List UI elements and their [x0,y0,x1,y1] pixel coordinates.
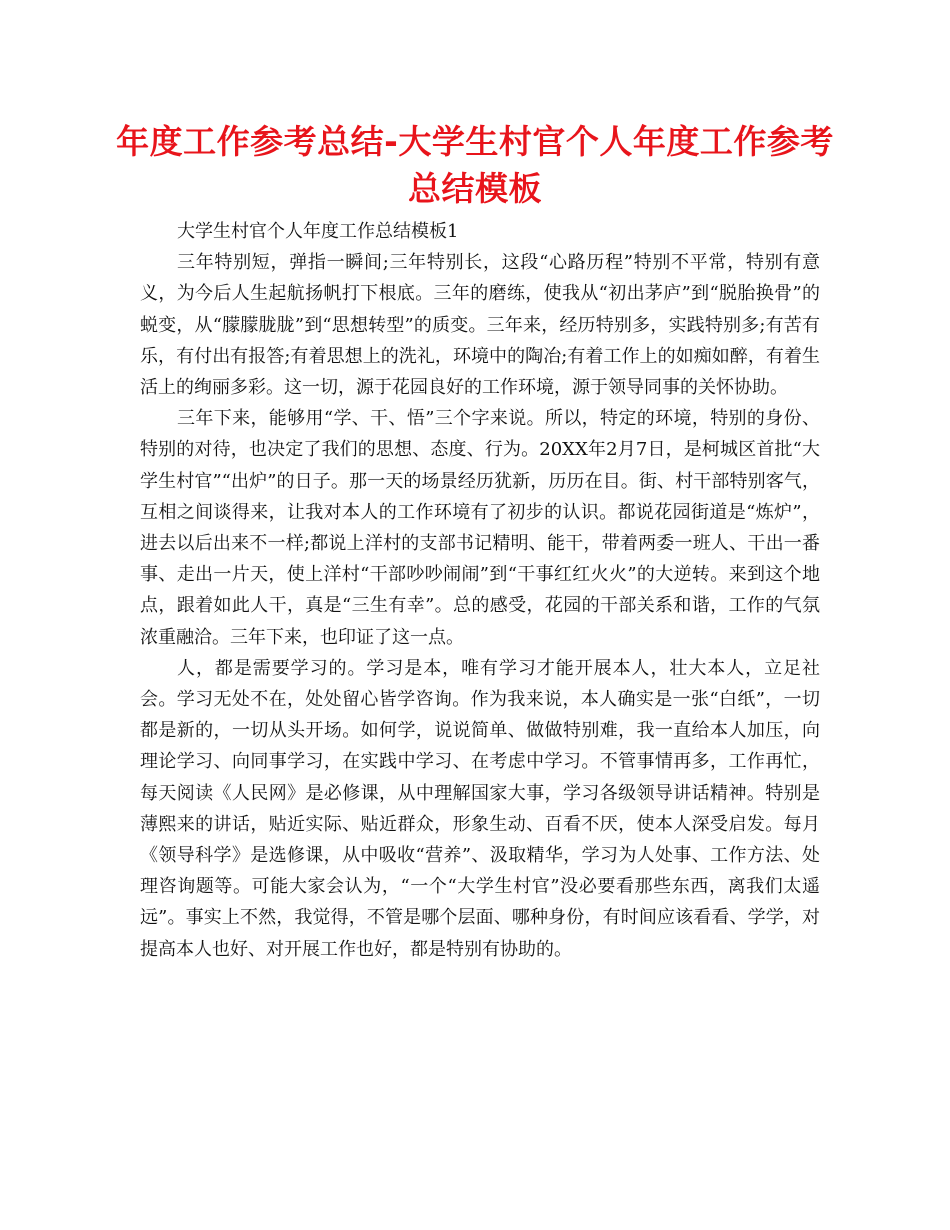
paragraph-1: 三年特别短，弹指一瞬间;三年特别长，这段“心路历程”特别不平常，特别有意义，为今后人生起航扬帆打下根底。三年的磨练，使我从“初出茅庐”到“脱胎换骨”的蜕变，从“朦朦胧胧”到“思想转型”的质变。三年来，经历特别多，实践特别多;有苦有乐，有付出有报答;有着思想上的洗礼，环境中的陶冶;有着工作上的如痴如醉，有着生活上的绚丽多彩。这一切，源于花园良好的工作环境，源于领导同事的关怀协助。 [140,252,820,399]
document-title: 年度工作参考总结-大学生村官个人年度工作参考总结模板 [116,122,834,208]
paragraph-2: 三年下来，能够用“学、干、悟”三个字来说。所以，特定的环境，特别的身份、特别的对待，也决定了我们的思想、态度、行为。20XX年2月7日，是柯城区首批“大学生村官”“出炉”的日子。那一天的场景经历犹新，历历在目。街、村干部特别客气，互相之间谈得来，让我对本人的工作环境有了初步的认识。都说花园街道是“炼炉”，进去以后出来不一样;都说上洋村的支部书记精明、能干，带着两委一班人、干出一番事、走出一片天，使上洋村“干部吵吵闹闹”到“干事红红火火”的大逆转。来到这个地点，跟着如此人干，真是“三生有幸”。总的感受，花园的干部关系和谐，工作的气氛浓重融洽。三年下来，也印证了这一点。 [140,408,820,648]
document-body [140,216,820,965]
paragraph-3: 人，都是需要学习的。学习是本，唯有学习才能开展本人，壮大本人，立足社会。学习无处不在，处处留心皆学咨询。作为我来说，本人确实是一张“白纸”，一切都是新的，一切从头开场。如何学，说说简单、做做特别难，我一直给本人加压，向理论学习、向同事学习，在实践中学习、在考虑中学习。不管事情再多，工作再忙，每天阅读《人民网》是必修课，从中理解国家大事，学习各级领导讲话精神。特别是薄熙来的讲话，贴近实际、贴近群众，形象生动、百看不厌，使本人深受启发。每月《领导科学》是选修课，从中吸收“营养”、汲取精华，学习为人处事、工作方法、处理咨询题等。可能大家会认为，“一个“大学生村官”没必要看那些东西，离我们太遥远”。事实上不然，我觉得，不管是哪个层面、哪种身份，有时间应该看看、学学，对提高本人也好、对开展工作也好，都是特别有协助的。 [140,657,820,960]
document-subtitle: 大学生村官个人年度工作总结模板1 [177,221,459,242]
